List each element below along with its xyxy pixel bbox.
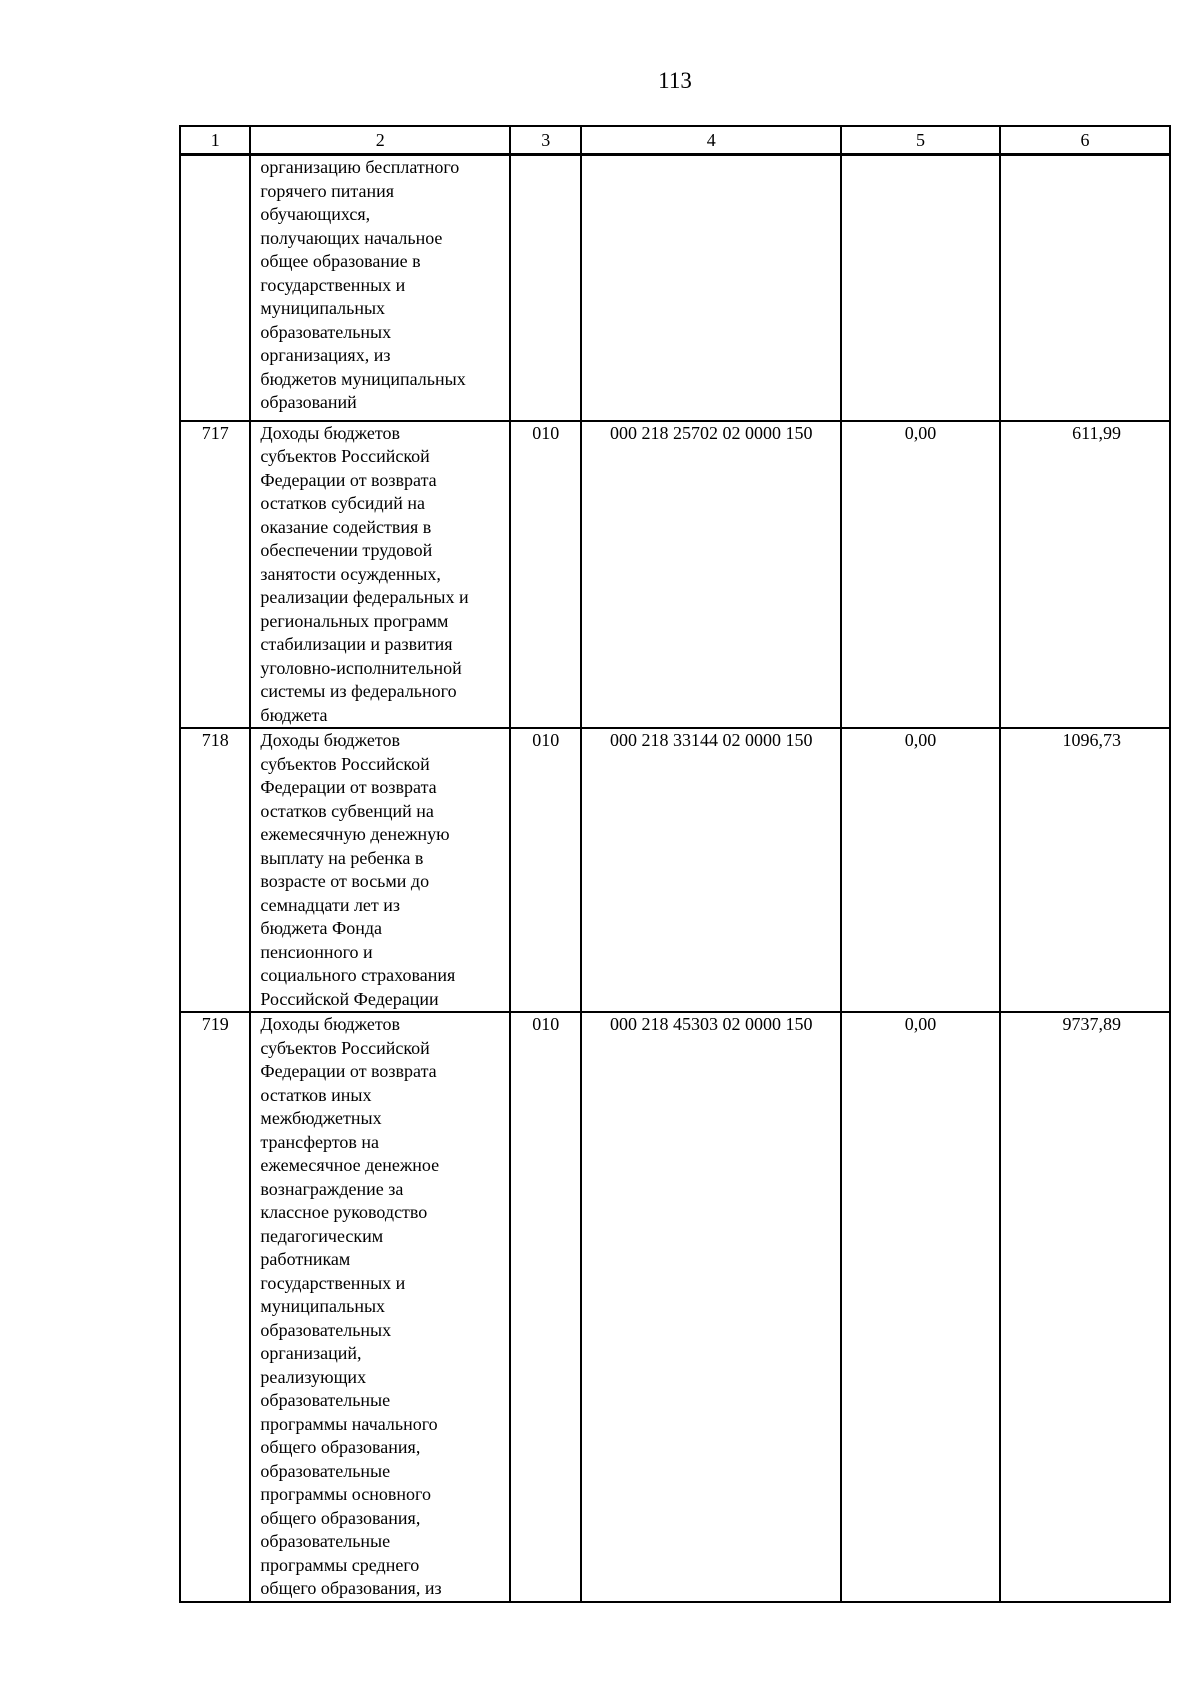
row-code: 010 xyxy=(510,421,581,729)
table-header xyxy=(180,126,1170,155)
row-kbk: 000 218 33144 02 0000 150 xyxy=(581,728,841,1012)
table-row xyxy=(180,421,1170,729)
column-header: 1 xyxy=(180,126,250,155)
row-number xyxy=(180,155,250,421)
budget-table xyxy=(179,125,1171,1603)
row-value-6: 611,99 xyxy=(1000,421,1170,729)
column-header: 2 xyxy=(250,126,510,155)
table-row xyxy=(180,155,1170,421)
row-value-5: 0,00 xyxy=(841,728,1000,1012)
column-header: 6 xyxy=(1000,126,1170,155)
table-row xyxy=(180,728,1170,1012)
row-kbk xyxy=(581,155,841,421)
row-number: 718 xyxy=(180,728,250,1012)
row-kbk: 000 218 25702 02 0000 150 xyxy=(581,421,841,729)
header-row xyxy=(180,126,1170,155)
column-header: 5 xyxy=(841,126,1000,155)
row-code: 010 xyxy=(510,728,581,1012)
row-code: 010 xyxy=(510,1012,581,1602)
table-row xyxy=(180,1012,1170,1602)
column-header: 4 xyxy=(581,126,841,155)
row-value-6 xyxy=(1000,155,1170,421)
table-body xyxy=(180,155,1170,1602)
row-number: 717 xyxy=(180,421,250,729)
row-kbk: 000 218 45303 02 0000 150 xyxy=(581,1012,841,1602)
row-description: Доходы бюджетов субъектов Российской Федерации от возврата остатков субвенций на ежемесячную денежную выплату на ребенка в возрасте от восьми до семнадцати лет из бюджета Фонда пенсионного и социального страхования Российской Федерации xyxy=(250,728,510,1012)
row-value-6: 9737,89 xyxy=(1000,1012,1170,1602)
row-number: 719 xyxy=(180,1012,250,1602)
row-value-5 xyxy=(841,155,1000,421)
row-code xyxy=(510,155,581,421)
row-value-6: 1096,73 xyxy=(1000,728,1170,1012)
page-number: 113 xyxy=(658,68,692,93)
row-value-5: 0,00 xyxy=(841,1012,1000,1602)
column-header: 3 xyxy=(510,126,581,155)
row-value-5: 0,00 xyxy=(841,421,1000,729)
row-description: Доходы бюджетов субъектов Российской Федерации от возврата остатков субсидий на оказание содействия в обеспечении трудовой занятости осужденных, реализации федеральных и региональных программ стабилизации и развития уголовно-исполнительной системы из федерального бюджета xyxy=(250,421,510,729)
row-description: организацию бесплатного горячего питания обучающихся, получающих начальное общее образование в государственных и муниципальных образовательных организациях, из бюджетов муниципальных образований xyxy=(250,155,510,421)
row-description: Доходы бюджетов субъектов Российской Федерации от возврата остатков иных межбюджетных трансфертов на ежемесячное денежное вознаграждение за классное руководство педагогическим работникам государственных и муниципальных образовательных организаций, реализующих образовательные программы начального общего образования, образовательные программы основного общего образования, образовательные программы среднего общего образования, из xyxy=(250,1012,510,1602)
